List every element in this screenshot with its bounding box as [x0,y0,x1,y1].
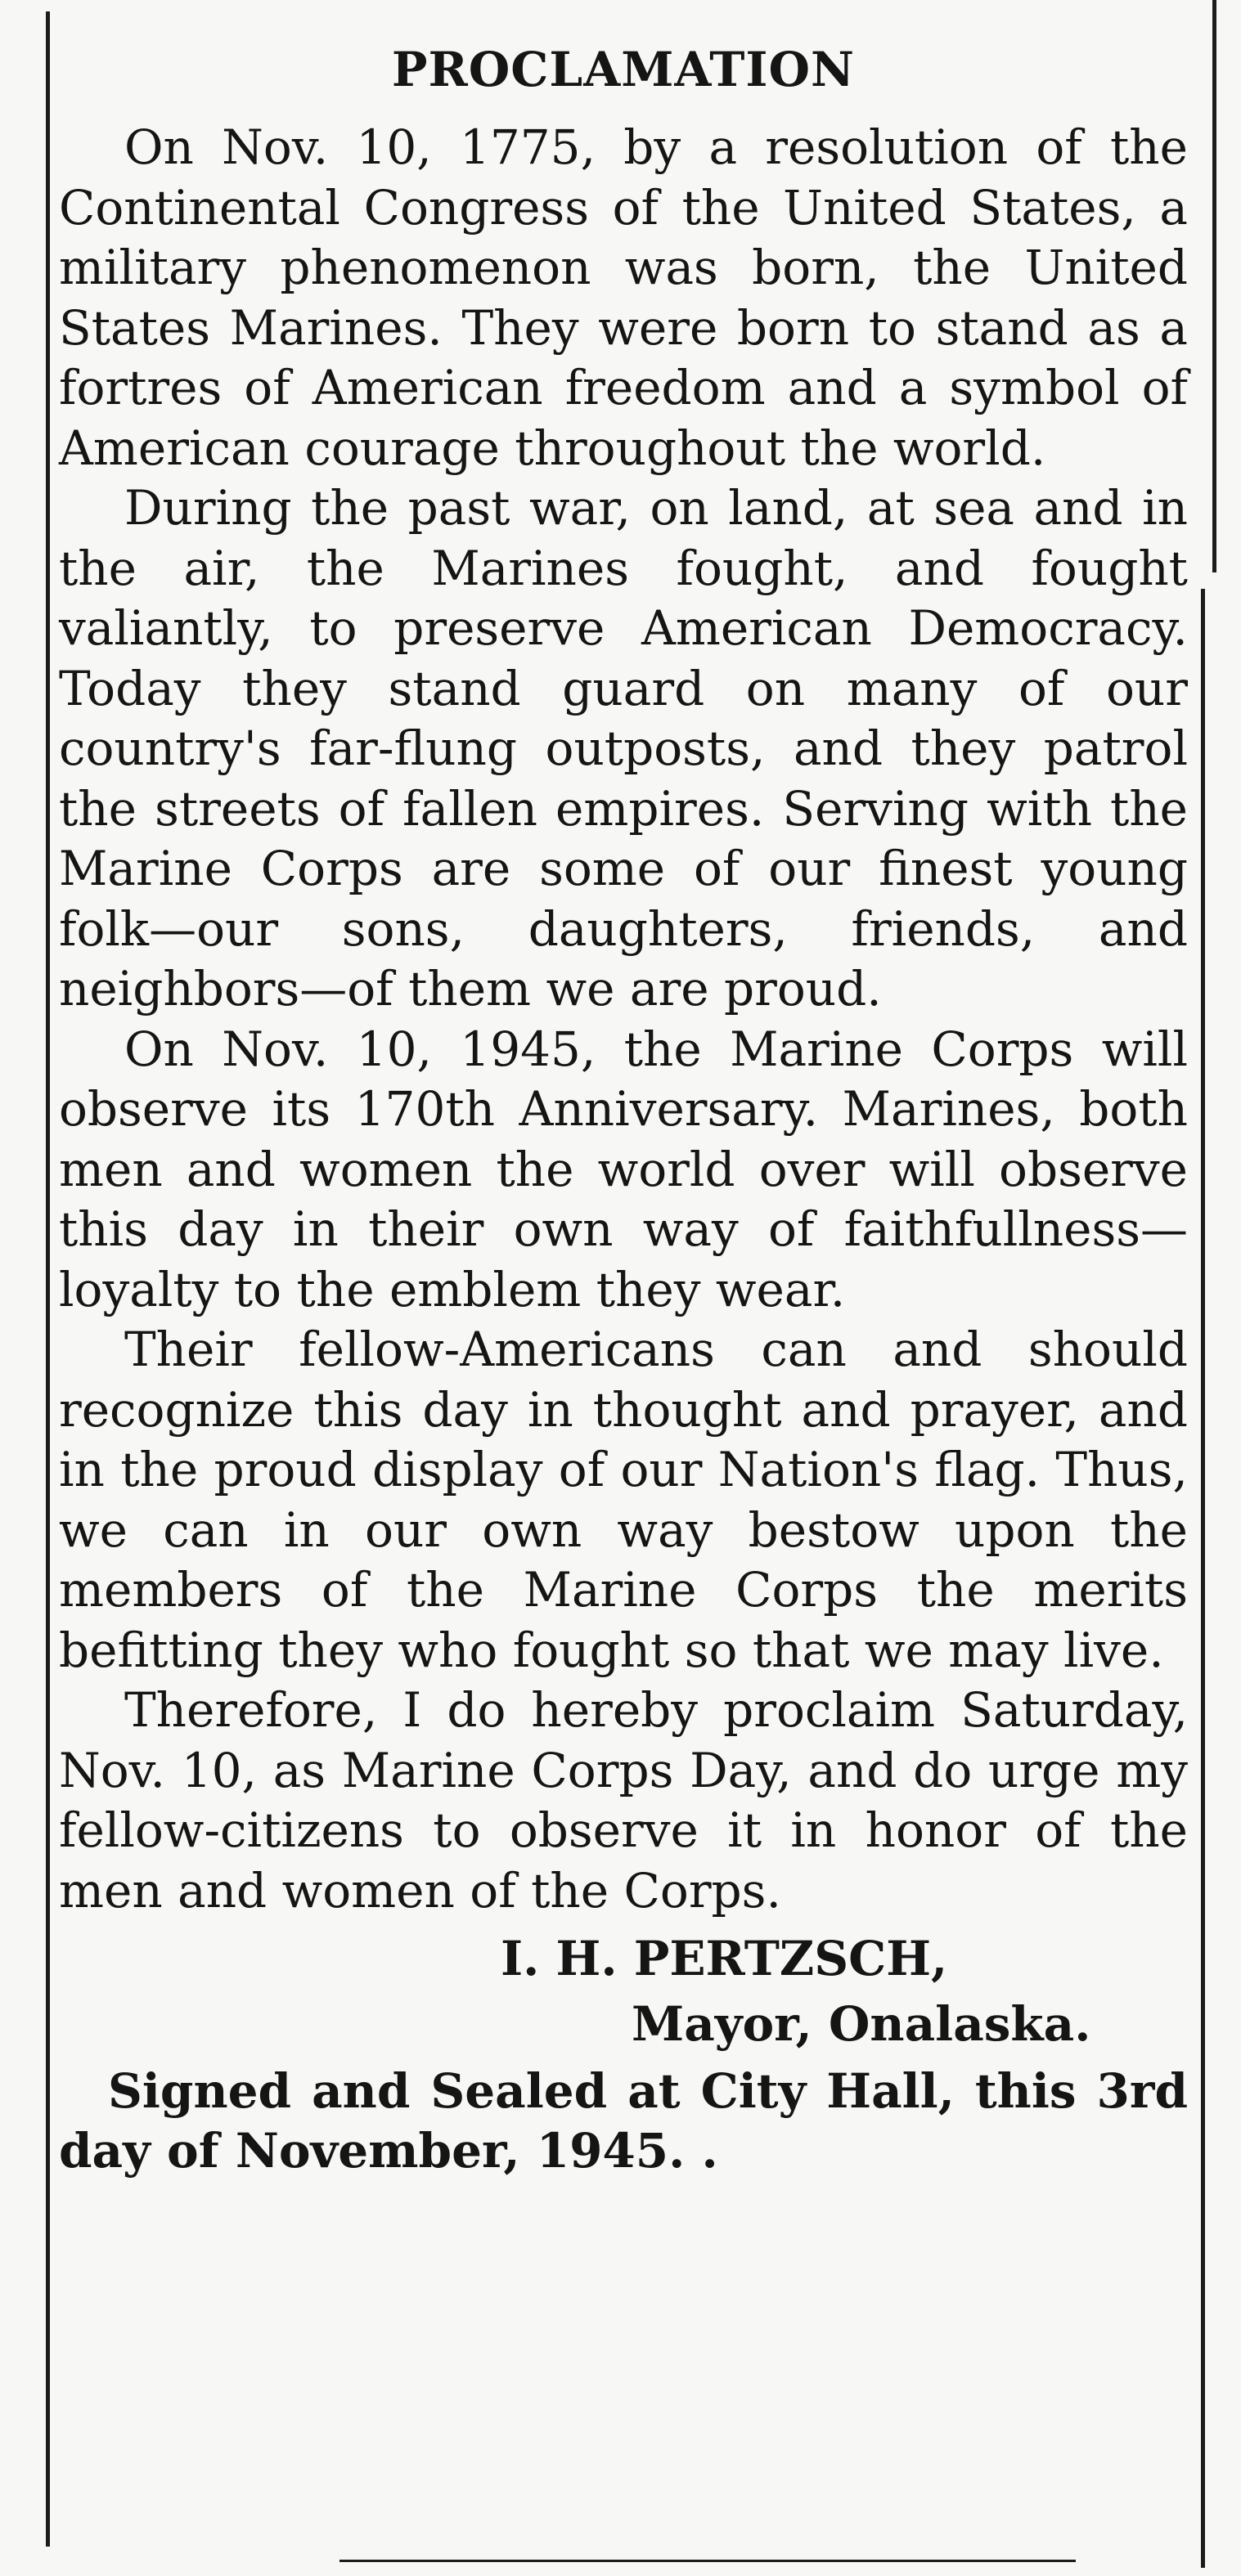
signatory-name: I. H. PERTZSCH, [501,1931,948,1986]
signatory-title: Mayor, Onalaska. [632,1996,1091,2052]
paragraph-3: On Nov. 10, 1945, the Marine Corps will observe its 170th Anniversary. Marines, both men and women the world over will observe this day in their own way of faithfullness—loyalty to the emblem they wear. [59,1021,1188,1317]
right-column-rule-upper [1212,0,1216,572]
bottom-rule [339,2560,1076,2562]
proclamation-article [59,33,1188,2181]
right-column-rule-lower [1201,589,1205,2568]
left-column-rule [46,11,50,2547]
closing-statement: Signed and Sealed at City Hall, this 3rd day of November, 1945. . [59,2063,1188,2179]
article-title: PROCLAMATION [391,42,856,97]
paragraph-1: On Nov. 10, 1775, by a resolution of the Continental Congress of the United States, a military phenomenon was born, the United States Marines. They were born to stand as a fortres of American freedom and a symbol of American courage throughout the world. [59,119,1188,476]
paragraph-2: During the past war, on land, at sea and in the air, the Marines fought, and fought valiantly, to preserve American Democracy. Today they stand guard on many of our country's far-flung outposts, and they patrol the streets of fallen empires. Serving with the Marine Corps are some of our finest young folk—our sons, daughters, friends, and neighbors—of them we are proud. [59,480,1188,1016]
paragraph-4: Their fellow-Americans can and should recognize this day in thought and prayer, and in the proud display of our Nation's flag. Thus, we can in our own way bestow upon the members of the Marine Corps the merits befitting they who fought so that we may live. [59,1322,1188,1678]
paragraph-5: Therefore, I do hereby proclaim Saturday, Nov. 10, as Marine Corps Day, and do urge my fellow-citizens to observe it in honor of the men and women of the Corps. [59,1682,1188,1919]
